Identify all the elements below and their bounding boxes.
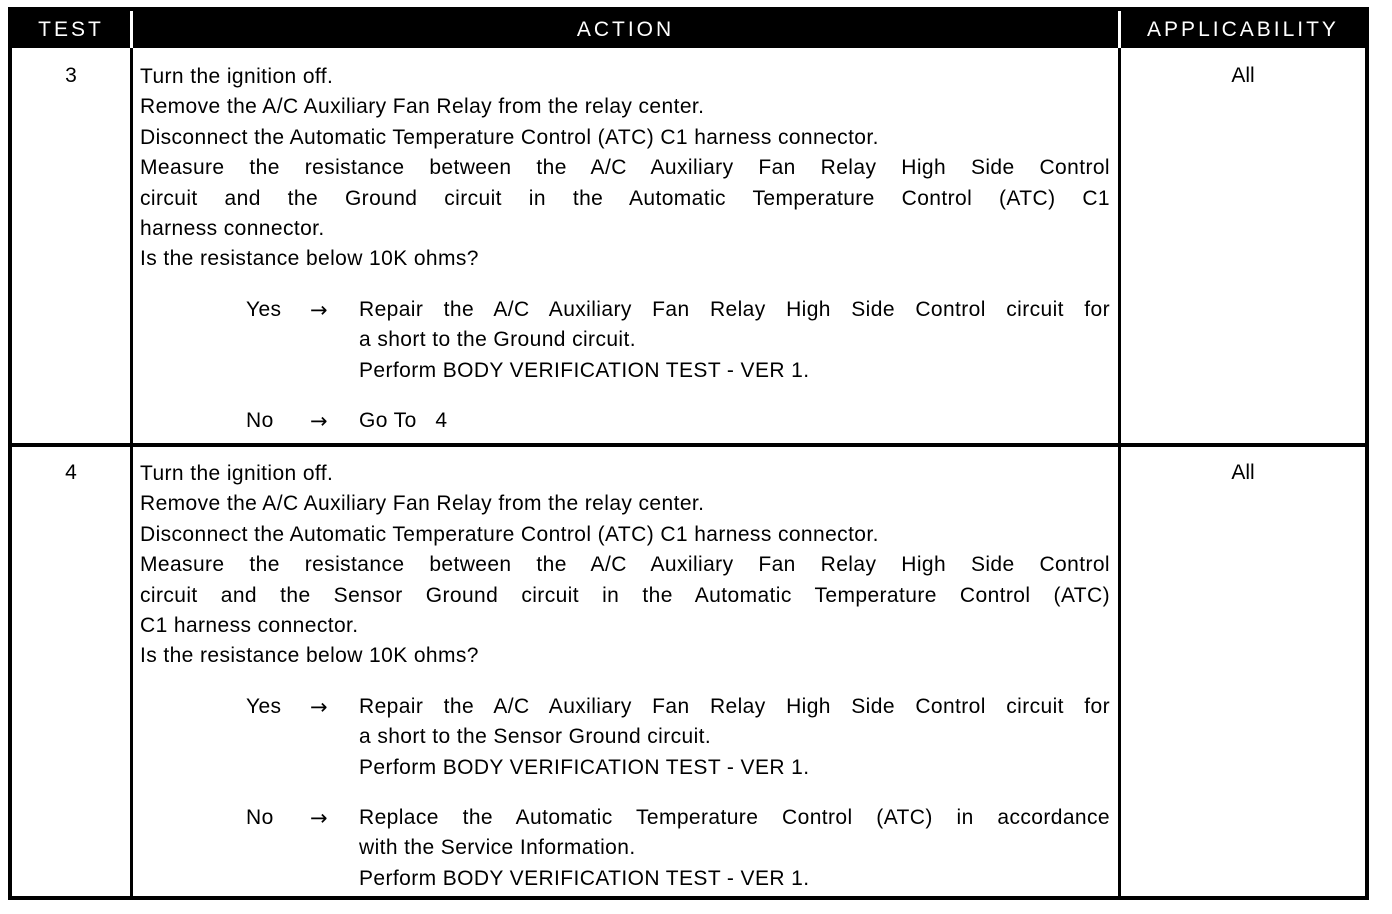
outcome-text: a short to the Ground circuit. <box>359 328 636 352</box>
applicability-value: All <box>1231 461 1255 484</box>
step-text: Measure the resistance between the A/C Auxiliary Fan Relay High Side Control <box>140 156 1110 180</box>
arrow-right-icon: → <box>310 409 328 434</box>
outcome-yes <box>140 295 1110 386</box>
step-text: Remove the A/C Auxiliary Fan Relay from the relay center. <box>140 492 705 516</box>
outcome-label: No <box>246 409 274 433</box>
outcome-text: a short to the Sensor Ground circuit. <box>359 725 712 749</box>
outcome-text: Repair the A/C Auxiliary Fan Relay High Side Control circuit for <box>359 297 1110 321</box>
step-text: harness connector. <box>140 217 325 241</box>
column-divider <box>130 48 133 900</box>
outcome-text: Perform BODY VERIFICATION TEST - VER 1. <box>359 866 810 890</box>
action-cell <box>140 62 1110 436</box>
test-number: 4 <box>65 461 77 484</box>
table-header <box>12 11 1365 48</box>
step-text: Turn the ignition off. <box>140 65 334 88</box>
row-divider <box>12 443 1365 447</box>
arrow-right-icon: → <box>310 806 328 831</box>
step-text: circuit and the Ground circuit in the Automatic Temperature Control (ATC) C1 <box>140 186 1110 210</box>
outcome-label: No <box>246 806 274 830</box>
question-text: Is the resistance below 10K ohms? <box>140 644 479 668</box>
step-text: circuit and the Sensor Ground circuit in the Automatic Temperature Control (ATC) <box>140 583 1110 607</box>
step-text: Remove the A/C Auxiliary Fan Relay from the relay center. <box>140 95 705 119</box>
outcome-label: Yes <box>246 297 282 321</box>
outcome-no <box>140 406 1110 436</box>
step-text: C1 harness connector. <box>140 614 359 638</box>
header-applicability: APPLICABILITY <box>1147 18 1339 41</box>
arrow-right-icon: → <box>310 694 328 719</box>
step-text: Disconnect the Automatic Temperature Control (ATC) C1 harness connector. <box>140 125 879 149</box>
step-text: Measure the resistance between the A/C Auxiliary Fan Relay High Side Control <box>140 553 1110 577</box>
question-text: Is the resistance below 10K ohms? <box>140 247 479 271</box>
applicability-value: All <box>1231 64 1255 87</box>
outcome-text: with the Service Information. <box>359 836 636 860</box>
diagnostic-table <box>8 7 1369 900</box>
step-text: Disconnect the Automatic Temperature Control (ATC) C1 harness connector. <box>140 522 879 546</box>
header-action: ACTION <box>576 18 675 41</box>
outcome-text: Perform BODY VERIFICATION TEST - VER 1. <box>359 755 810 779</box>
step-text: Turn the ignition off. <box>140 462 334 485</box>
outcome-text: Go To 4 <box>359 409 448 433</box>
test-number: 3 <box>65 64 77 87</box>
outcome-label: Yes <box>246 694 282 718</box>
outcome-text: Replace the Automatic Temperature Control (ATC) in accordance <box>359 806 1110 830</box>
action-cell <box>140 459 1110 894</box>
outcome-no <box>140 803 1110 894</box>
outcome-text: Perform BODY VERIFICATION TEST - VER 1. <box>359 358 810 382</box>
outcome-yes <box>140 692 1110 783</box>
arrow-right-icon: → <box>310 297 328 322</box>
header-test: TEST <box>38 18 104 41</box>
outcome-text: Repair the A/C Auxiliary Fan Relay High Side Control circuit for <box>359 694 1110 718</box>
